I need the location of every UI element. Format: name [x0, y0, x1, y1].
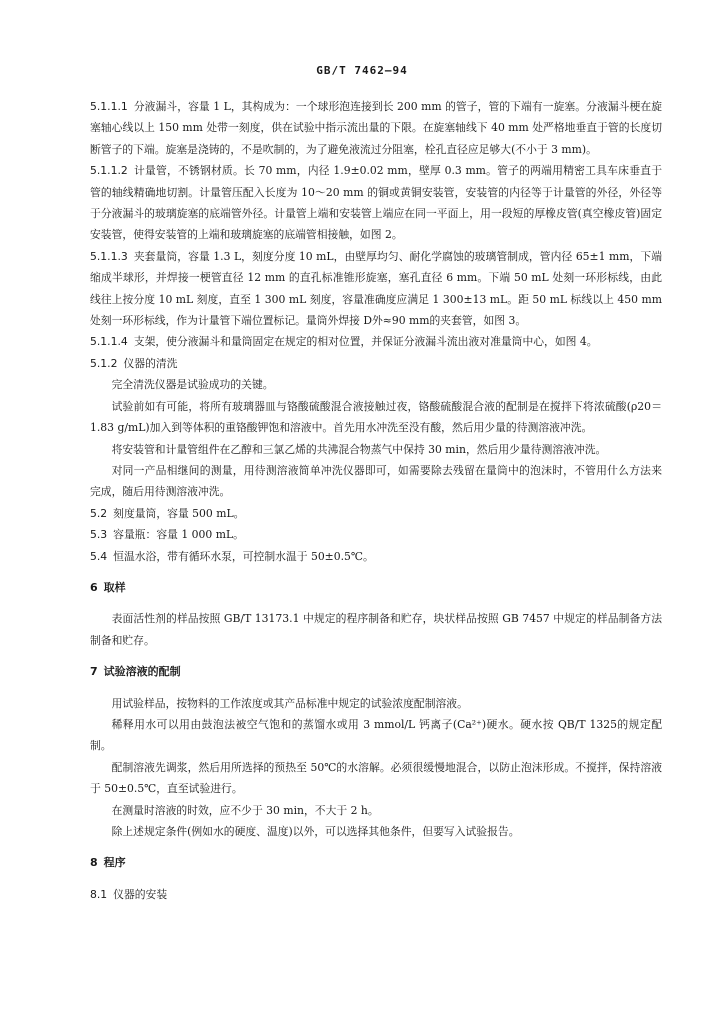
clause-5-1-2: 5.1.2 仪器的清洗 [90, 356, 178, 370]
paragraph-preparation: 配制溶液先调浆，然后用所选择的预热至 50℃的水溶解。必须很缓慢地混合，以防止泡沫形成。不搅拌，保持溶液于 50±0.5℃，直至试验进行。 [90, 760, 662, 796]
paragraph-cleaning-key: 完全清洗仪器是试验成功的关键。 [111, 378, 274, 392]
document-body [90, 96, 662, 905]
clause-5-1-1-3: 5.1.1.3 夹套量筒，容量 1.3 L，刻度分度 10 mL，由壁厚均匀、耐化学腐蚀的玻璃管制成，管内径 65±1 mm，下端缩成半球形，并焊接一梗管直径 12 mm 的直孔标准锥形旋塞，塞孔直径 6 mm。下端 50 mL 处刻一环形标线，由此线往上按分度 10 mL 刻度，直至 1 300 mL 刻度，容量准确度应满足 1 300±13 mL。距 50 mL 标线以上 450 mm 处刻一环形标线，作为计量管下端位置标记。量筒外焊接 D外≈90 mm的夹套管，如图 3。 [90, 249, 662, 328]
clause-5-1-1-4: 5.1.1.4 支架，使分液漏斗和量筒固定在规定的相对位置，并保证分液漏斗流出液对准量筒中心，如图 4。 [90, 335, 598, 349]
clause-5-3: 5.3 容量瓶：容量 1 000 mL。 [90, 528, 244, 542]
paragraph-test-concentration: 用试验样品，按物料的工作浓度或其产品标准中规定的试验浓度配制溶液。 [111, 696, 468, 710]
clause-5-2: 5.2 刻度量筒，容量 500 mL。 [90, 506, 245, 520]
paragraph-chromic-acid: 试验前如有可能，将所有玻璃器皿与铬酸硫酸混合液接触过夜，铬酸硫酸混合液的配制是在搅拌下将浓硫酸(ρ20＝1.83 g/mL)加入到等体积的重铬酸钾饱和溶液中。首先用水冲洗至没有酸，然后用少量的待测溶液冲洗。 [90, 399, 662, 435]
paragraph-rinse: 对同一产品相继间的测量，用待测溶液简单冲洗仪器即可，如需要除去残留在量筒中的泡沫时，不管用什么方法来完成，随后用待测溶液冲洗。 [90, 463, 662, 499]
clause-8-1: 8.1 仪器的安装 [90, 887, 168, 901]
clause-5-1-1-1: 5.1.1.1 分液漏斗，容量 1 L，其构成为：一个球形泡连接到长 200 mm 的管子，管的下端有一旋塞。分液漏斗梗在旋塞轴心线以上 150 mm 处带一刻度，供在试验中指示流出量的下限。在旋塞轴线下 40 mm 处严格地垂直于管的长度切断管子的下端。旋塞是浇铸的，不是吹制的，为了避免液流过分阻塞，栓孔直径应足够大(不小于 3 mm)。 [90, 100, 662, 156]
clause-5-4: 5.4 恒温水浴，带有循环水泵，可控制水温于 50±0.5℃。 [90, 549, 374, 563]
section-8-heading: 8 程序 [90, 856, 126, 870]
section-6-heading: 6 取样 [90, 580, 126, 594]
paragraph-sampling: 表面活性剂的样品按照 GB/T 13173.1 中规定的程序制备和贮存，块状样品按照 GB 7457 中规定的样品制备方法制备和贮存。 [90, 612, 662, 647]
paragraph-aging: 在测量时溶液的时效，应不少于 30 min，不大于 2 h。 [111, 803, 379, 817]
paragraph-azeotrope: 将安装管和计量管组件在乙醇和三氯乙烯的共沸混合物蒸气中保持 30 min，然后用少量待测溶液冲洗。 [111, 442, 607, 456]
clause-5-1-1-2: 5.1.1.2 计量管，不锈钢材质。长 70 mm，内径 1.9±0.02 mm，壁厚 0.3 mm。管子的两端用精密工具车床垂直于管的轴线精确地切割。计量管压配入长度为 10～20 mm 的铜或黄铜安装管，安装管的内径等于计量管的外径，外径等于分液漏斗的玻璃旋塞的底端管外径。计量管上端和安装管上端应在同一平面上，用一段短的厚橡皮管(真空橡皮管)固定安装管，使得安装管的上端和玻璃旋塞的底端管相接触，如图 2。 [90, 164, 662, 242]
standard-code-header: GB/T 7462—94 [316, 64, 408, 77]
paragraph-dilution-water: 稀释用水可以用由鼓泡法被空气饱和的蒸馏水或用 3 mmol/L 钙离子(Ca²⁺)硬水。硬水按 QB/T 1325的规定配制。 [90, 717, 662, 753]
section-7-heading: 7 试验溶液的配制 [90, 665, 181, 679]
paragraph-other-conditions: 除上述规定条件(例如水的硬度、温度)以外，可以选择其他条件，但要写入试验报告。 [111, 825, 520, 838]
